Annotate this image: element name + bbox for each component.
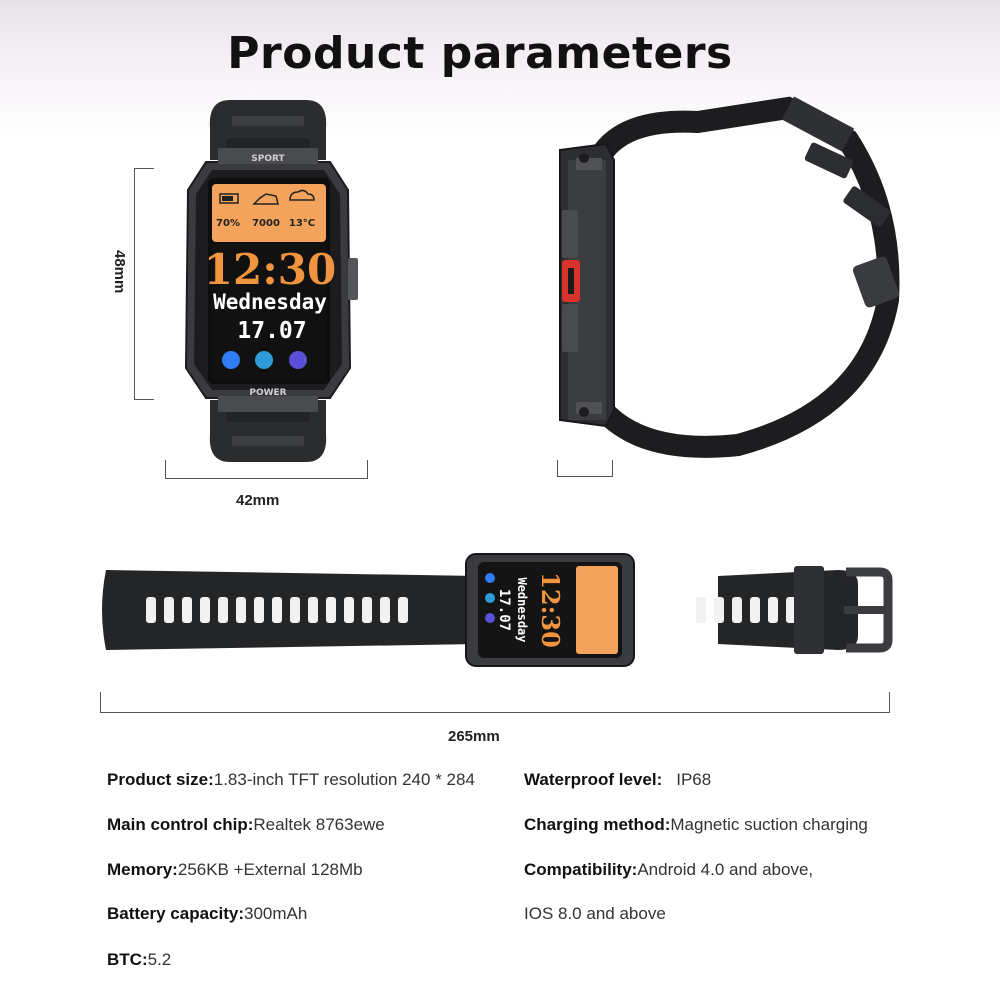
link-icon [222,351,240,369]
strap-watch-day: Wednesday [515,577,529,643]
spec-label: Main control chip: [107,815,254,834]
watch-battery: 70% [216,218,240,229]
lock-icon [255,351,273,369]
watch-strap-view [98,540,898,680]
length-label: 265mm [448,728,500,745]
watch-date: 17.07 [237,318,307,344]
spec-value: 256KB +External 128Mb [177,860,363,879]
strap-watch-date: 17.07 [496,588,512,632]
spec-value: IOS 8.0 and above [524,904,666,923]
spec-value: Android 4.0 and above, [637,860,814,879]
spec-row [524,860,813,880]
spec-label: Charging method: [524,815,671,834]
spec-row [107,860,363,880]
spec-label: Product size: [107,770,214,789]
spec-row [107,950,171,970]
depth-dimension-cap-left [557,460,558,477]
watch-temperature: 13°C [288,218,316,229]
spec-row [107,815,385,835]
watch-brand-top: SPORT [251,154,285,164]
width-dimension-cap-left [165,460,166,479]
spec-label: Memory: [107,860,178,879]
watch-brand-bottom: POWER [249,388,287,398]
width-dimension-cap-right [367,460,368,479]
width-label: 42mm [236,492,280,509]
spec-row [107,904,307,924]
watch-time: 12:30 [203,245,337,294]
length-dimension-line [100,712,890,713]
spec-value: 5.2 [147,950,172,969]
watch-side-view [548,100,908,450]
watch-front-view [158,98,378,468]
strap-watch-time: 12:30 [536,572,565,648]
depth-dimension-line [557,476,612,477]
length-dimension-cap-right [889,692,890,713]
height-label: 48mm [111,250,128,294]
spec-value: Magnetic suction charging [670,815,868,834]
spec-label: Compatibility: [524,860,638,879]
spec-label: BTC: [107,950,148,969]
spec-value: Realtek 8763ewe [253,815,385,834]
spec-row [524,904,666,924]
length-dimension-cap-left [100,692,101,713]
height-dimension-cap-bottom [134,399,154,400]
watch-steps: 7000 [252,218,280,229]
spec-row [524,815,868,835]
moon-icon [289,351,307,369]
spec-label: Battery capacity: [107,904,245,923]
watch-day: Wednesday [213,290,327,314]
spec-value: IP68 [676,770,712,789]
spec-row [524,770,711,790]
spec-value: 300mAh [244,904,308,923]
spec-row [107,770,475,790]
height-dimension-cap-top [134,168,154,169]
page-title: Product parameters [227,28,733,79]
spec-value: 1.83-inch TFT resolution 240 * 284 [213,770,475,789]
depth-dimension-cap-right [612,460,613,477]
width-dimension-line [165,478,368,479]
height-dimension-line [134,168,135,400]
spec-label: Waterproof level: [524,770,663,789]
